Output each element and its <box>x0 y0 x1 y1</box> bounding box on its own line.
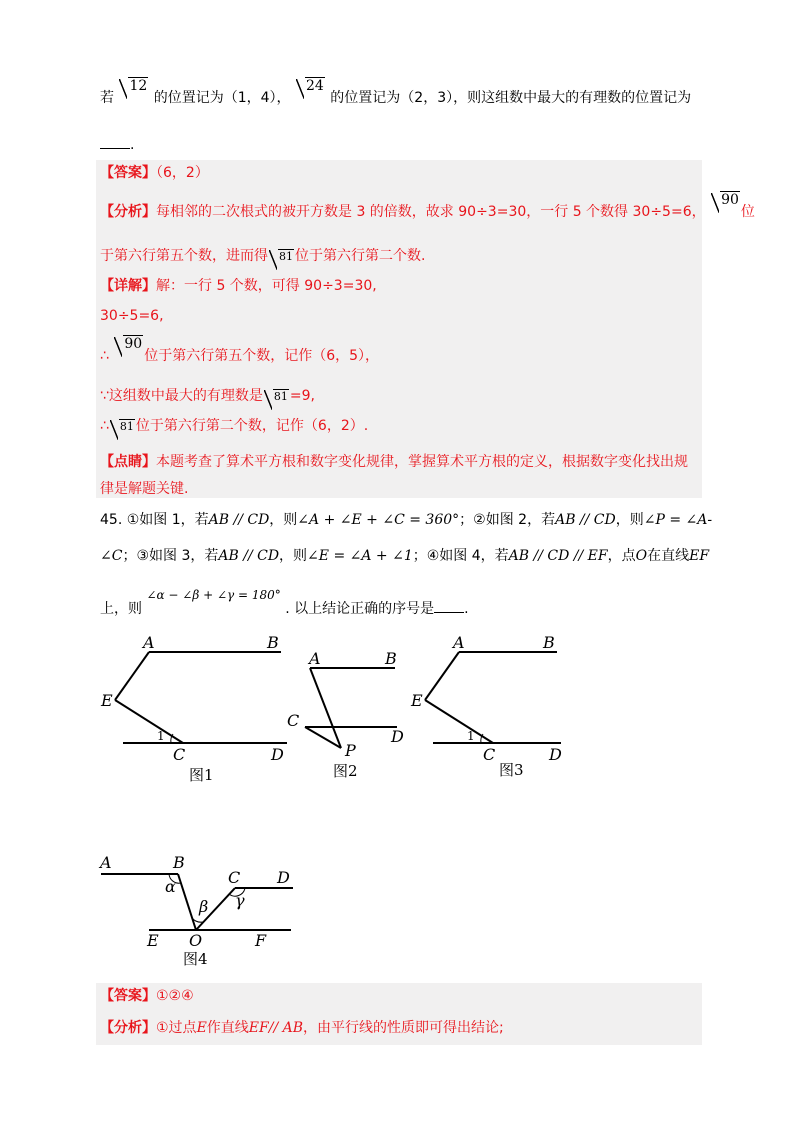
label-B: B <box>173 853 185 872</box>
math-expr: AB // CD <box>208 512 270 528</box>
sqrt-81: 81 <box>269 247 294 267</box>
math-expr: O <box>635 548 648 564</box>
math-expr: ∠A + ∠E + ∠C = 360° <box>297 512 460 528</box>
detail-tag: 【详解】 <box>100 278 156 294</box>
sqrt-90: 90 <box>114 334 143 354</box>
caption-fig3: 图3 <box>499 761 524 779</box>
detail-44-line1: 【详解】解：一行 5 个数，可得 90÷3=30, <box>100 278 377 294</box>
math-expr: ∠E = ∠A + ∠1 <box>307 548 413 564</box>
label-A: A <box>100 853 112 872</box>
intro-text: 若 <box>100 90 114 106</box>
analysis-44-line1: 【分析】每相邻的二次根式的被开方数是 3 的倍数，故求 90÷3=30，一行 5 个数得 30÷5=6， 90位 <box>100 192 755 220</box>
analysis-45-line1: 【分析】①过点E作直线EF// AB，由平行线的性质即可得出结论; <box>100 1020 504 1036</box>
label-D: D <box>277 868 290 887</box>
answer-44 <box>100 163 209 183</box>
math-expr: E <box>196 1020 207 1036</box>
q45-line2: ∠C；③如图 3，若AB // CD，则∠E = ∠A + ∠1；④如图 4，若AB // CD // EF，点O在直线EF <box>100 548 710 564</box>
math-expr: EF <box>689 548 710 564</box>
comment-tag: 【点睛】 <box>100 454 156 470</box>
answer-value: （6，2） <box>156 165 209 181</box>
figure-2 <box>285 640 415 790</box>
math-expr: AB // CD <box>555 512 616 528</box>
math-expr: ∠C <box>100 548 123 564</box>
answer-blank <box>100 134 130 149</box>
math-expr: ∠P = ∠A- <box>643 512 713 528</box>
label-D: D <box>271 745 284 764</box>
q45-line1: 45. ①如图 1，若AB // CD，则∠A + ∠E + ∠C = 360°；②如图 2，若AB // CD，则∠P = ∠A- <box>100 512 713 528</box>
label-E: E <box>147 931 159 950</box>
intro-text: 的位置记为（2，3），则这组数中最大的有理数的位置记为 <box>330 90 692 106</box>
answer-tag: 【答案】 <box>100 165 156 181</box>
label-B: B <box>267 633 279 652</box>
math-expr: AB // CD <box>218 548 280 564</box>
analysis-44-line2: 于第六行第五个数，进而得 81 位于第六行第二个数. <box>100 246 425 267</box>
figure-3 <box>405 630 575 790</box>
label-D: D <box>391 727 404 746</box>
caption-fig1: 图1 <box>189 766 214 784</box>
label-E: E <box>101 691 113 710</box>
answer-blank <box>434 598 464 613</box>
detail-44-line3: ∴ 90位于第六行第五个数，记作（6，5）， <box>100 336 380 364</box>
label-gamma: γ <box>235 891 245 910</box>
label-C: C <box>483 745 496 764</box>
label-beta: β <box>199 897 209 916</box>
sqrt-24: 24 <box>296 76 325 96</box>
math-expr: EF// AB <box>248 1020 304 1036</box>
label-alpha: α <box>165 877 176 896</box>
sqrt-81: 81 <box>110 417 135 437</box>
detail-44-line4: ∵这组数中最大的有理数是 81 =9, <box>100 386 315 407</box>
intro-line <box>100 78 692 108</box>
sqrt-81: 81 <box>264 387 289 407</box>
intro-text: 的位置记为（1，4）， <box>153 90 291 106</box>
comment-44-line1: 【点睛】本题考查了算术平方根和数字变化规律，掌握算术平方根的定义，根据数字变化找出规 <box>100 454 688 470</box>
math-expr: ∠α − ∠β + ∠γ = 180° <box>146 588 281 602</box>
sqrt-12: 12 <box>119 76 148 96</box>
label-E: E <box>411 691 423 710</box>
answer-blank-line: . <box>100 134 134 155</box>
label-C: C <box>287 711 300 730</box>
sqrt-90: 90 <box>711 190 740 210</box>
label-A: A <box>309 649 321 668</box>
math-expr: AB // CD // EF <box>508 548 608 564</box>
caption-fig4: 图4 <box>183 950 208 968</box>
label-F: F <box>255 931 267 950</box>
label-C: C <box>228 868 241 887</box>
figure-4 <box>95 850 305 975</box>
label-P: P <box>345 741 356 760</box>
answer-value: ①②④ <box>156 988 194 1004</box>
label-C: C <box>173 745 186 764</box>
caption-fig2: 图2 <box>333 762 358 780</box>
label-A: A <box>453 633 465 652</box>
label-1: 1 <box>157 729 165 743</box>
detail-44-line2: 30÷5=6, <box>100 308 164 324</box>
q45-line3: 上，则 ∠α − ∠β + ∠γ = 180° . 以上结论正确的序号是 . <box>100 588 469 617</box>
analysis-tag: 【分析】 <box>100 1020 156 1036</box>
label-B: B <box>385 649 397 668</box>
label-O: O <box>189 931 203 950</box>
answer-45 <box>100 986 194 1006</box>
label-D: D <box>549 745 562 764</box>
detail-44-line5: ∴ 81 位于第六行第二个数，记作（6，2）. <box>100 416 368 437</box>
answer-tag: 【答案】 <box>100 988 156 1004</box>
comment-44-line2: 律是解题关键. <box>100 481 189 497</box>
figure-1 <box>95 630 295 790</box>
label-A: A <box>143 633 155 652</box>
analysis-tag: 【分析】 <box>100 204 156 220</box>
label-B: B <box>543 633 555 652</box>
label-1: 1 <box>467 729 475 743</box>
